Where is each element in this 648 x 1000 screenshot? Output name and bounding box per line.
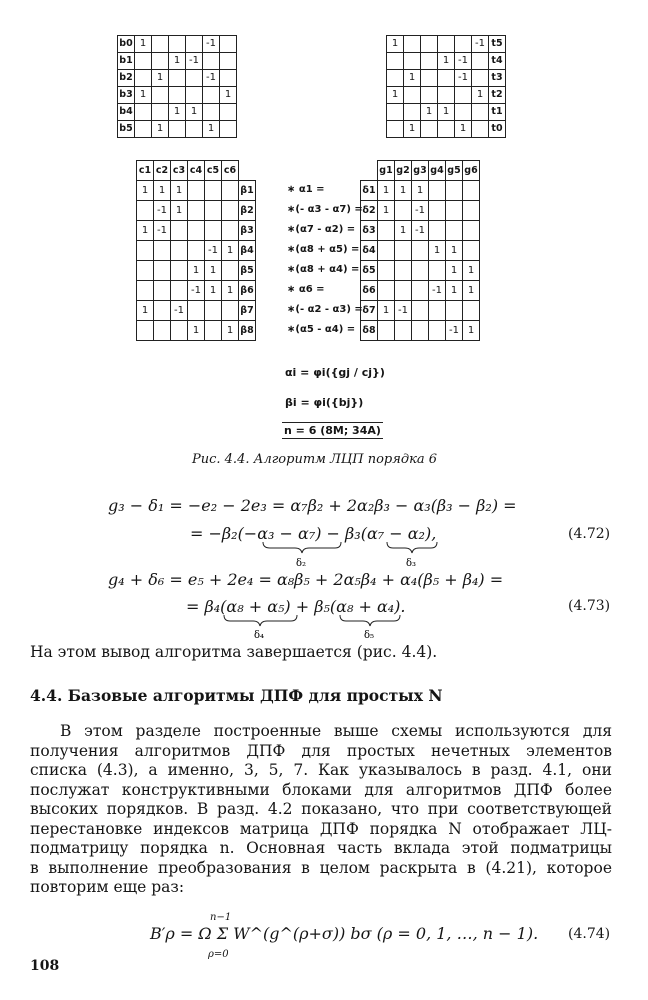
t-matrix-cell: -1 xyxy=(455,53,472,70)
left-matrix-cell: 1 xyxy=(188,261,205,281)
left-matrix-cell: 1 xyxy=(137,181,154,201)
right-matrix-cell xyxy=(412,241,429,261)
right-matrix-cell xyxy=(395,241,412,261)
b-matrix-cell xyxy=(135,104,152,121)
right-matrix-cell: 1 xyxy=(395,221,412,241)
left-matrix-cell xyxy=(171,321,188,341)
right-matrix-cell xyxy=(395,261,412,281)
paragraph-line: в выполнение преобразования в целом раскрыта в (4.21), которое xyxy=(30,858,612,877)
b-matrix-cell: 1 xyxy=(135,87,152,104)
t-matrix-cell xyxy=(455,87,472,104)
b-label: b4 xyxy=(118,104,135,121)
t-matrix-cell: 1 xyxy=(404,121,421,138)
b-matrix-cell xyxy=(135,53,152,70)
left-matrix-cell xyxy=(154,301,171,321)
t-matrix-cell xyxy=(421,70,438,87)
b-label: b5 xyxy=(118,121,135,138)
left-matrix-cell xyxy=(188,241,205,261)
right-matrix-cell: 1 xyxy=(412,181,429,201)
delta-label: δ5 xyxy=(361,261,378,281)
right-matrix-cell xyxy=(412,281,429,301)
g-label: g3 xyxy=(412,161,429,181)
b-matrix-cell: 1 xyxy=(203,121,220,138)
t-matrix-cell: 1 xyxy=(421,104,438,121)
right-matrix-cell xyxy=(395,281,412,301)
left-matrix-cell: 1 xyxy=(222,321,239,341)
equation-number-4-73: (4.73) xyxy=(568,598,611,614)
right-matrix-cell: -1 xyxy=(395,301,412,321)
b-matrix-cell: 1 xyxy=(220,87,237,104)
right-matrix-cell: 1 xyxy=(446,261,463,281)
right-matrix-cell xyxy=(463,241,480,261)
left-matrix-row xyxy=(137,221,256,241)
b-matrix-row xyxy=(118,104,237,121)
underbrace-delta3 xyxy=(387,542,437,553)
left-matrix-cell xyxy=(137,281,154,301)
left-matrix-cell xyxy=(205,301,222,321)
b-matrix xyxy=(117,35,237,138)
right-block-matrix xyxy=(360,160,480,341)
right-matrix-row xyxy=(361,261,480,281)
beta-label: β1 xyxy=(239,181,256,201)
spacer xyxy=(239,161,256,181)
t-matrix-cell xyxy=(404,53,421,70)
left-matrix-cell xyxy=(222,201,239,221)
underbrace-delta4 xyxy=(224,615,297,626)
t-matrix-cell xyxy=(387,53,404,70)
t-matrix-cell: -1 xyxy=(472,36,489,53)
left-matrix-cell xyxy=(222,301,239,321)
b-matrix-cell xyxy=(220,70,237,87)
t-matrix-cell xyxy=(404,36,421,53)
equation-4-72-line2: = −β₂(−α₃ − α₇) − β₃(α₇ − α₂), xyxy=(190,524,437,543)
b-matrix-row xyxy=(118,70,237,87)
underbrace-delta2 xyxy=(263,542,341,553)
t-matrix-row xyxy=(387,121,506,138)
left-matrix-cell: 1 xyxy=(137,221,154,241)
left-matrix-cell xyxy=(137,261,154,281)
brace-label-delta4: δ₄ xyxy=(254,630,265,641)
sum-upper-limit: n−1 xyxy=(210,912,232,923)
right-matrix-cell xyxy=(446,301,463,321)
b-matrix-cell: -1 xyxy=(186,53,203,70)
left-matrix-cell: -1 xyxy=(154,201,171,221)
brace-label-delta5: δ₅ xyxy=(364,630,375,641)
c-label: c2 xyxy=(154,161,171,181)
b-matrix-row xyxy=(118,121,237,138)
right-matrix-cell: -1 xyxy=(412,221,429,241)
left-matrix-cell xyxy=(171,281,188,301)
right-matrix-cell: -1 xyxy=(412,201,429,221)
beta-label: β4 xyxy=(239,241,256,261)
underbrace-delta5 xyxy=(340,615,400,626)
right-matrix-cell xyxy=(429,201,446,221)
operator-label: ∗(α7 - α2) = xyxy=(287,224,356,235)
t-matrix-cell xyxy=(421,87,438,104)
left-matrix-cell: 1 xyxy=(188,321,205,341)
t-matrix-cell xyxy=(472,121,489,138)
left-matrix-cell xyxy=(205,181,222,201)
b-matrix-cell xyxy=(220,121,237,138)
paragraph-line: высоких порядков. В разд. 4.2 показано, что при соответствующей xyxy=(30,800,612,818)
left-block-matrix xyxy=(136,160,256,341)
t-matrix-cell xyxy=(472,104,489,121)
t-matrix-cell: 1 xyxy=(404,70,421,87)
right-matrix-cell xyxy=(378,261,395,281)
t-matrix-cell: 1 xyxy=(472,87,489,104)
complexity-label: n = 6 (8M; 34A) xyxy=(284,424,381,437)
c-label: c3 xyxy=(171,161,188,181)
g-label: g5 xyxy=(446,161,463,181)
right-matrix-cell xyxy=(463,221,480,241)
right-matrix-cell xyxy=(446,221,463,241)
beta-label: β6 xyxy=(239,281,256,301)
t-label: t3 xyxy=(489,70,506,87)
b-matrix-cell xyxy=(152,53,169,70)
spacer xyxy=(361,161,378,181)
b-matrix-cell xyxy=(220,36,237,53)
t-matrix-cell xyxy=(438,70,455,87)
right-matrix-cell xyxy=(378,241,395,261)
b-matrix-cell xyxy=(203,104,220,121)
right-matrix-cell: -1 xyxy=(446,321,463,341)
left-matrix-cell: 1 xyxy=(205,281,222,301)
t-matrix-cell: -1 xyxy=(455,70,472,87)
left-matrix-cell: 1 xyxy=(222,281,239,301)
t-matrix-cell xyxy=(404,87,421,104)
t-label: t5 xyxy=(489,36,506,53)
equation-number-4-74: (4.74) xyxy=(568,926,611,942)
b-matrix-cell: 1 xyxy=(152,121,169,138)
right-matrix-row xyxy=(361,321,480,341)
b-matrix-cell xyxy=(152,104,169,121)
operator-label: ∗(- α3 - α7) = xyxy=(287,204,363,215)
c-label: c5 xyxy=(205,161,222,181)
b-matrix-cell xyxy=(220,104,237,121)
right-matrix-cell: 1 xyxy=(378,181,395,201)
left-matrix-cell xyxy=(171,261,188,281)
left-matrix-row xyxy=(137,301,256,321)
delta-label: δ6 xyxy=(361,281,378,301)
b-matrix-cell xyxy=(220,53,237,70)
left-matrix-cell xyxy=(171,241,188,261)
right-matrix-cell xyxy=(412,321,429,341)
t-matrix-cell xyxy=(455,104,472,121)
t-matrix-cell xyxy=(404,104,421,121)
left-matrix-cell: 1 xyxy=(137,301,154,321)
page-number: 108 xyxy=(30,958,60,974)
right-matrix-cell: 1 xyxy=(463,261,480,281)
delta-label: δ3 xyxy=(361,221,378,241)
t-matrix-cell: 1 xyxy=(387,87,404,104)
operator-label: ∗(- α2 - α3) = xyxy=(287,304,363,315)
t-matrix-row xyxy=(387,36,506,53)
left-matrix-row xyxy=(137,181,256,201)
right-matrix-cell xyxy=(412,261,429,281)
right-matrix-cell: -1 xyxy=(429,281,446,301)
t-matrix-cell xyxy=(387,104,404,121)
right-matrix-cell xyxy=(395,321,412,341)
left-matrix-cell: -1 xyxy=(171,301,188,321)
g-label: g6 xyxy=(463,161,480,181)
left-matrix-cell xyxy=(205,201,222,221)
g-label: g2 xyxy=(395,161,412,181)
t-matrix xyxy=(386,35,506,138)
right-matrix-cell xyxy=(378,281,395,301)
paragraph-line: подматрицу порядка n. Основная часть вклада этой подматрицы xyxy=(30,839,612,857)
equation-number-4-72: (4.72) xyxy=(568,526,611,542)
b-label: b0 xyxy=(118,36,135,53)
right-matrix-cell: 1 xyxy=(395,181,412,201)
b-matrix-row xyxy=(118,36,237,53)
left-matrix-cell xyxy=(222,221,239,241)
g-label: g4 xyxy=(429,161,446,181)
section-heading: 4.4. Базовые алгоритмы ДПФ для простых N xyxy=(30,686,443,705)
c-label-row xyxy=(137,161,256,181)
t-matrix-row xyxy=(387,53,506,70)
delta-label: δ7 xyxy=(361,301,378,321)
b-matrix-cell xyxy=(135,70,152,87)
beta-definition: βi = φi({bj}) xyxy=(285,396,364,409)
right-matrix-cell xyxy=(446,181,463,201)
right-matrix-cell xyxy=(412,301,429,321)
right-matrix-cell xyxy=(463,301,480,321)
left-matrix-cell xyxy=(205,221,222,241)
left-matrix-cell xyxy=(137,241,154,261)
operator-column xyxy=(287,180,365,340)
figure-caption: Рис. 4.4. Алгоритм ЛЦП порядка 6 xyxy=(192,452,437,467)
equation-4-72-line1: g₃ − δ₁ = −e₂ − 2e₃ = α₇β₂ + 2α₂β₃ − α₃(β₃ − β₂) = xyxy=(108,496,517,515)
right-matrix-cell xyxy=(429,261,446,281)
left-matrix-cell xyxy=(188,201,205,221)
right-matrix-cell xyxy=(463,181,480,201)
paragraph-line: послужат конструктивными блоками для алгоритмов ДПФ более xyxy=(30,780,612,799)
c-label: c6 xyxy=(222,161,239,181)
left-matrix-cell xyxy=(154,281,171,301)
left-matrix-cell xyxy=(188,301,205,321)
paragraph-line: повторим еще раз: xyxy=(30,878,185,896)
left-matrix-cell: 1 xyxy=(171,181,188,201)
conclusion-text: На этом вывод алгоритма завершается (рис. 4.4). xyxy=(30,643,438,661)
right-matrix-cell: 1 xyxy=(446,281,463,301)
sum-lower-limit: ρ=0 xyxy=(208,949,229,960)
right-matrix-cell: 1 xyxy=(429,241,446,261)
right-matrix-cell: 1 xyxy=(463,321,480,341)
delta-label: δ2 xyxy=(361,201,378,221)
left-matrix-cell: -1 xyxy=(154,221,171,241)
right-matrix-cell: 1 xyxy=(463,281,480,301)
equation-4-74-body: B′ρ = Ω Σ W^(g^(ρ+σ)) bσ (ρ = 0, 1, …, n − 1). xyxy=(150,924,539,943)
left-matrix-cell xyxy=(154,241,171,261)
delta-label: δ1 xyxy=(361,181,378,201)
right-matrix-row xyxy=(361,221,480,241)
right-matrix-row xyxy=(361,301,480,321)
b-label: b2 xyxy=(118,70,135,87)
left-matrix-cell xyxy=(137,201,154,221)
beta-label: β3 xyxy=(239,221,256,241)
operator-label: ∗(α8 + α5) = xyxy=(287,244,360,255)
beta-label: β2 xyxy=(239,201,256,221)
t-matrix-cell: 1 xyxy=(438,53,455,70)
b-matrix-cell xyxy=(135,121,152,138)
t-label: t4 xyxy=(489,53,506,70)
t-matrix-cell xyxy=(387,121,404,138)
left-matrix-cell xyxy=(188,181,205,201)
b-matrix-cell: -1 xyxy=(203,70,220,87)
t-matrix-row xyxy=(387,70,506,87)
equation-4-73-line2: = β₄(α₈ + α₅) + β₅(α₈ + α₄). xyxy=(186,597,406,616)
t-matrix-cell xyxy=(472,53,489,70)
left-matrix-row xyxy=(137,281,256,301)
b-label: b1 xyxy=(118,53,135,70)
paragraph-line: получения алгоритмов ДПФ для простых нечетных элементов xyxy=(30,741,612,760)
equation-4-73-underbraces xyxy=(0,613,648,641)
section-paragraph xyxy=(30,722,612,898)
t-matrix-cell: 1 xyxy=(455,121,472,138)
left-matrix-cell xyxy=(222,181,239,201)
brace-label-delta3: δ₃ xyxy=(406,558,417,569)
right-matrix-cell xyxy=(429,301,446,321)
t-matrix-cell: 1 xyxy=(387,36,404,53)
right-matrix-row xyxy=(361,281,480,301)
beta-label: β8 xyxy=(239,321,256,341)
paragraph-line: В этом разделе построенные выше схемы используются для xyxy=(60,722,612,740)
right-matrix-cell: 1 xyxy=(378,201,395,221)
t-matrix-cell xyxy=(438,36,455,53)
right-matrix-cell: 1 xyxy=(378,301,395,321)
t-matrix-row xyxy=(387,104,506,121)
left-matrix-cell xyxy=(154,261,171,281)
b-matrix-row xyxy=(118,87,237,104)
b-matrix-cell: 1 xyxy=(152,70,169,87)
b-matrix-cell xyxy=(203,87,220,104)
left-matrix-cell xyxy=(137,321,154,341)
left-matrix-cell xyxy=(154,321,171,341)
right-matrix-cell xyxy=(429,321,446,341)
delta-label: δ8 xyxy=(361,321,378,341)
b-label: b3 xyxy=(118,87,135,104)
right-matrix-cell xyxy=(378,221,395,241)
right-matrix-row xyxy=(361,201,480,221)
b-matrix-cell xyxy=(169,87,186,104)
left-matrix-cell: 1 xyxy=(205,261,222,281)
b-matrix-row xyxy=(118,53,237,70)
operator-label: ∗ α1 = xyxy=(287,184,325,195)
left-matrix-cell: -1 xyxy=(205,241,222,261)
t-matrix-cell xyxy=(438,121,455,138)
b-matrix-cell: 1 xyxy=(169,104,186,121)
delta-label: δ4 xyxy=(361,241,378,261)
c-label: c1 xyxy=(137,161,154,181)
b-matrix-cell: 1 xyxy=(186,104,203,121)
right-matrix-row xyxy=(361,241,480,261)
g-label: g1 xyxy=(378,161,395,181)
left-matrix-cell: 1 xyxy=(171,201,188,221)
left-matrix-cell: 1 xyxy=(154,181,171,201)
equation-4-73-line1: g₄ + δ₆ = e₅ + 2e₄ = α₈β₅ + 2α₅β₄ + α₄(β₅ + β₄) = xyxy=(108,570,504,589)
left-matrix-cell xyxy=(222,261,239,281)
b-matrix-cell: -1 xyxy=(203,36,220,53)
g-label-row xyxy=(361,161,480,181)
t-label: t1 xyxy=(489,104,506,121)
right-matrix-row xyxy=(361,181,480,201)
b-matrix-cell: 1 xyxy=(135,36,152,53)
beta-label: β5 xyxy=(239,261,256,281)
t-matrix-cell xyxy=(455,36,472,53)
beta-label: β7 xyxy=(239,301,256,321)
left-matrix-row xyxy=(137,321,256,341)
right-matrix-cell xyxy=(378,321,395,341)
t-matrix-cell xyxy=(421,36,438,53)
t-matrix-cell xyxy=(438,87,455,104)
alpha-definition: αi = φi({gj / cj}) xyxy=(285,366,385,379)
t-matrix-cell xyxy=(387,70,404,87)
t-matrix-cell xyxy=(421,53,438,70)
t-matrix-row xyxy=(387,87,506,104)
b-matrix-cell xyxy=(186,70,203,87)
left-matrix-cell xyxy=(205,321,222,341)
left-matrix-cell: 1 xyxy=(222,241,239,261)
operator-label: ∗ α6 = xyxy=(287,284,325,295)
right-matrix-cell xyxy=(463,201,480,221)
b-matrix-cell xyxy=(186,87,203,104)
t-matrix-cell: 1 xyxy=(438,104,455,121)
paragraph-line: списка (4.3), а именно, 3, 5, 7. Как указывалось в разд. 4.1, они xyxy=(30,761,612,779)
paragraph-line: перестановке индексов матрица ДПФ порядка N отображает ЛЦ- xyxy=(30,819,612,838)
equation-4-74 xyxy=(150,912,539,966)
right-matrix-cell xyxy=(429,181,446,201)
left-matrix-row xyxy=(137,241,256,261)
right-matrix-cell xyxy=(446,201,463,221)
t-label: t2 xyxy=(489,87,506,104)
b-matrix-cell xyxy=(169,121,186,138)
b-matrix-cell xyxy=(203,53,220,70)
right-matrix-cell xyxy=(429,221,446,241)
left-matrix-row xyxy=(137,201,256,221)
t-label: t0 xyxy=(489,121,506,138)
operator-label: ∗(α8 + α4) = xyxy=(287,264,360,275)
left-matrix-cell: -1 xyxy=(188,281,205,301)
b-matrix-cell xyxy=(186,36,203,53)
operator-label: ∗(α5 - α4) = xyxy=(287,324,356,335)
b-matrix-cell xyxy=(169,36,186,53)
equation-4-72-underbraces xyxy=(0,540,648,570)
right-matrix-cell: 1 xyxy=(446,241,463,261)
right-matrix-cell xyxy=(395,201,412,221)
t-matrix-cell xyxy=(472,70,489,87)
left-matrix-cell xyxy=(171,221,188,241)
b-matrix-cell xyxy=(169,70,186,87)
left-matrix-cell xyxy=(188,221,205,241)
brace-label-delta2: δ₂ xyxy=(296,558,307,569)
b-matrix-cell xyxy=(186,121,203,138)
figure-4-4 xyxy=(0,0,648,450)
b-matrix-cell xyxy=(152,87,169,104)
b-matrix-cell xyxy=(152,36,169,53)
left-matrix-row xyxy=(137,261,256,281)
c-label: c4 xyxy=(188,161,205,181)
t-matrix-cell xyxy=(421,121,438,138)
b-matrix-cell: 1 xyxy=(169,53,186,70)
